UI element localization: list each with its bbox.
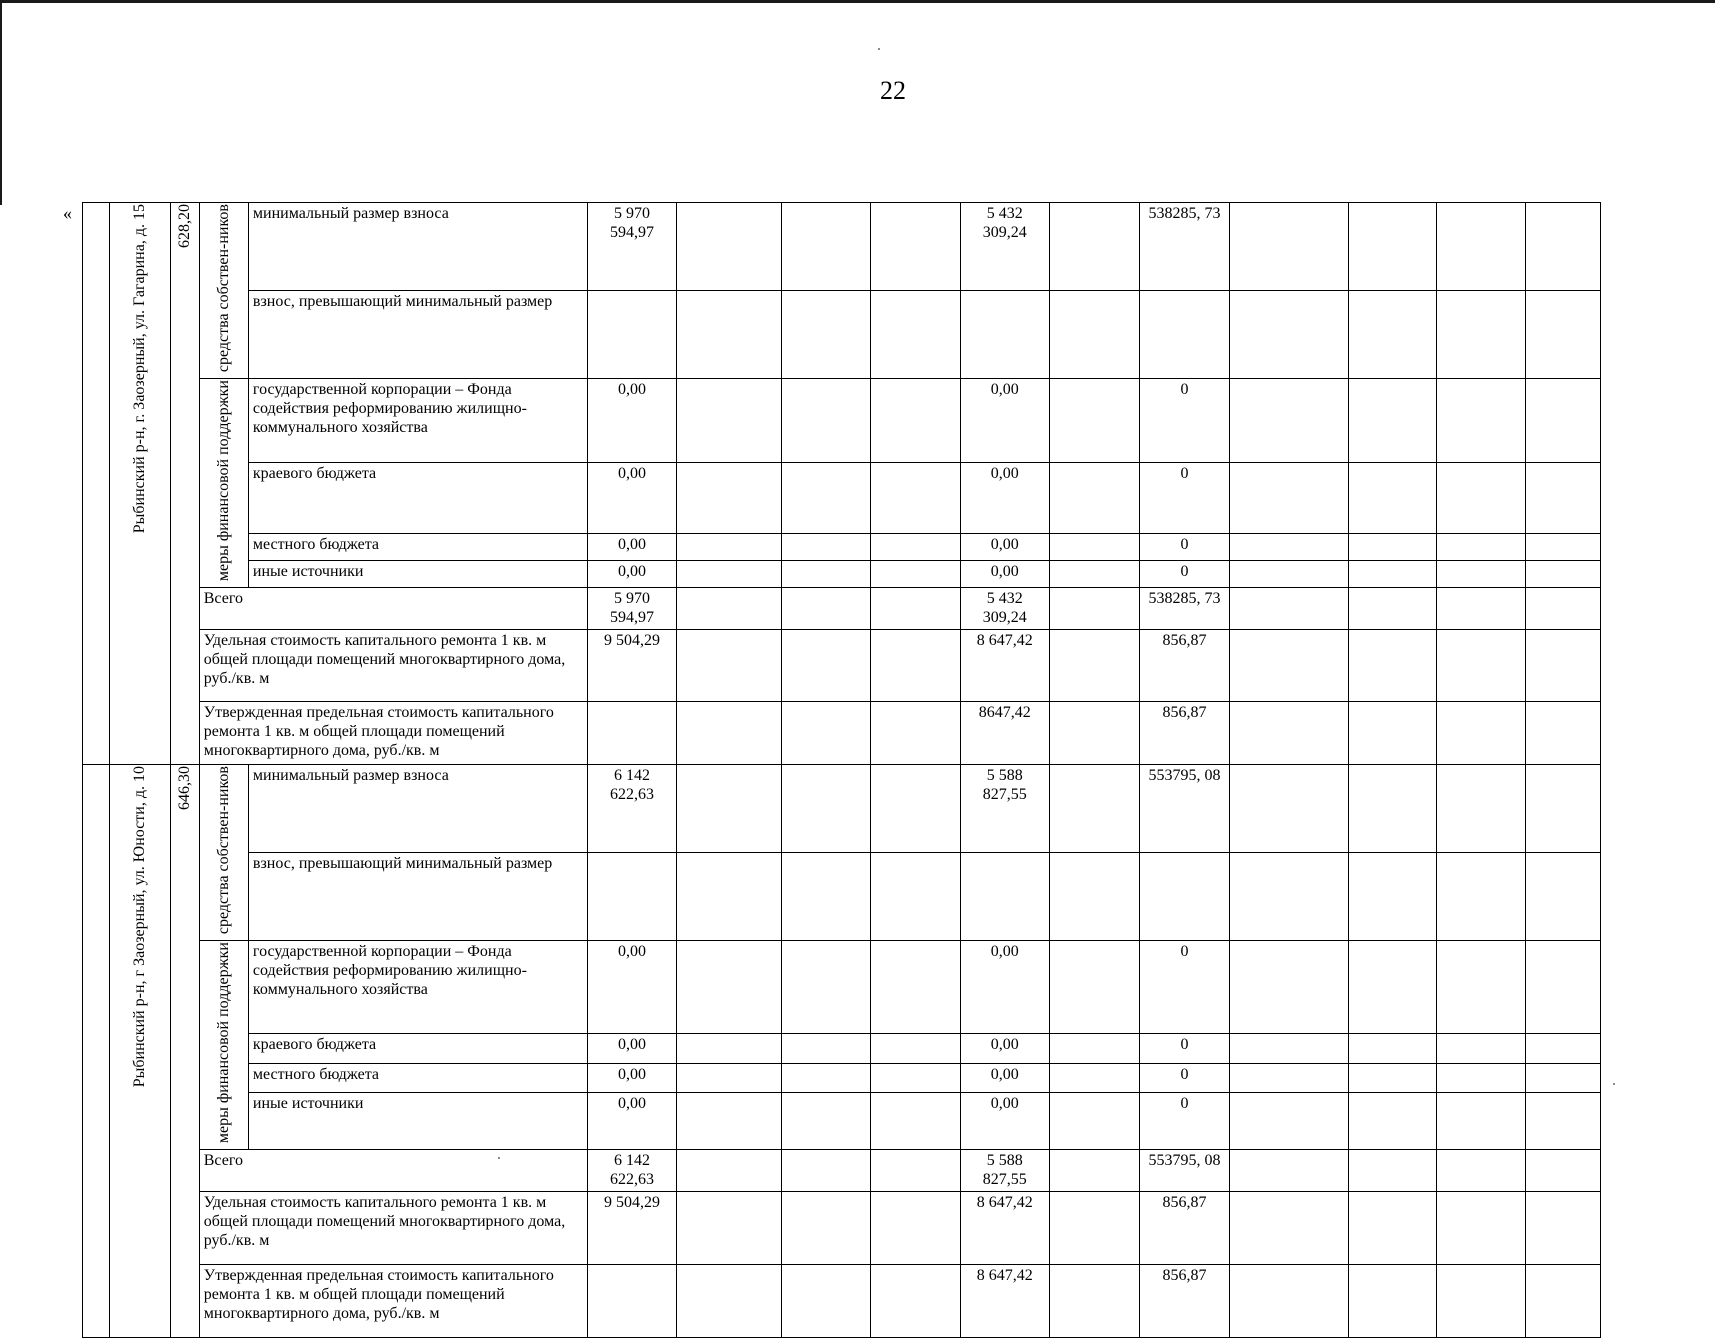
total-cost-value: 5 970 594,97 bbox=[587, 203, 676, 291]
owners-funds-value: 0,00 bbox=[960, 533, 1049, 560]
empty-cell bbox=[1049, 765, 1139, 853]
owners-funds-label-cell bbox=[199, 765, 248, 941]
empty-cell bbox=[870, 941, 960, 1033]
empty-cell bbox=[1348, 561, 1436, 588]
other-funds-value bbox=[1139, 291, 1229, 379]
row-label: местного бюджета bbox=[248, 1063, 587, 1093]
owners-funds-value: 5 588 827,55 bbox=[960, 765, 1049, 853]
owners-funds-value: 5 432 309,24 bbox=[960, 588, 1049, 630]
scan-edge-left bbox=[0, 0, 2, 205]
total-cost-value: 0,00 bbox=[587, 561, 676, 588]
empty-cell bbox=[1348, 533, 1436, 560]
row-number-cell bbox=[83, 765, 110, 1338]
owners-funds-value: 0,00 bbox=[960, 1033, 1049, 1063]
total-cost-value: 0,00 bbox=[587, 533, 676, 560]
empty-cell bbox=[1526, 291, 1601, 379]
table-row bbox=[83, 463, 1601, 534]
empty-cell bbox=[1348, 588, 1436, 630]
table-row bbox=[83, 561, 1601, 588]
other-funds-value: 0 bbox=[1139, 561, 1229, 588]
address-label: Рыбинский р-н, г Заозерный, ул. Юности, д. 10 bbox=[131, 766, 149, 1088]
table-row bbox=[83, 1265, 1601, 1338]
total-cost-value: 5 970 594,97 bbox=[587, 588, 676, 630]
owners-funds-value: 0,00 bbox=[960, 1093, 1049, 1150]
total-cost-value: 0,00 bbox=[587, 1063, 676, 1093]
table-row bbox=[83, 765, 1601, 853]
empty-cell bbox=[1526, 1033, 1601, 1063]
total-cost-value bbox=[587, 1265, 676, 1338]
owners-funds-value: 0,00 bbox=[960, 561, 1049, 588]
row-label: взнос, превышающий минимальный размер bbox=[248, 291, 587, 379]
empty-cell bbox=[1437, 203, 1526, 291]
financial-support-label: меры финансовой поддержки bbox=[215, 942, 233, 1144]
table-row bbox=[83, 1192, 1601, 1265]
other-funds-value: 0 bbox=[1139, 941, 1229, 1033]
scan-speck bbox=[878, 48, 880, 50]
empty-cell bbox=[1437, 1265, 1526, 1338]
owners-funds-value: 8647,42 bbox=[960, 702, 1049, 765]
empty-cell bbox=[1348, 853, 1436, 941]
empty-cell bbox=[677, 853, 781, 941]
row-label: Удельная стоимость капитального ремонта 1 кв. м общей площади помещений многоквартирного дома, руб./кв. м bbox=[199, 630, 587, 702]
table-row bbox=[83, 533, 1601, 560]
owners-funds-value: 0,00 bbox=[960, 1063, 1049, 1093]
owners-funds-label-cell bbox=[199, 203, 248, 379]
area-value-cell bbox=[171, 203, 200, 765]
empty-cell bbox=[677, 533, 781, 560]
empty-cell bbox=[1348, 1033, 1436, 1063]
empty-cell bbox=[1230, 203, 1349, 291]
empty-cell bbox=[1230, 561, 1349, 588]
empty-cell bbox=[1437, 588, 1526, 630]
total-cost-value: 6 142 622,63 bbox=[587, 765, 676, 853]
table-row bbox=[83, 941, 1601, 1033]
table-row bbox=[83, 1063, 1601, 1093]
total-cost-value: 0,00 bbox=[587, 379, 676, 463]
empty-cell bbox=[1437, 463, 1526, 534]
capital-repair-table bbox=[82, 202, 1601, 1338]
empty-cell bbox=[677, 1063, 781, 1093]
owners-funds-value: 8 647,42 bbox=[960, 630, 1049, 702]
empty-cell bbox=[1348, 1265, 1436, 1338]
table-row bbox=[83, 1033, 1601, 1063]
address-label-cell bbox=[109, 203, 170, 765]
empty-cell bbox=[781, 1150, 870, 1192]
empty-cell bbox=[1526, 941, 1601, 1033]
empty-cell bbox=[1230, 1150, 1349, 1192]
other-funds-value: 0 bbox=[1139, 1093, 1229, 1150]
empty-cell bbox=[1348, 1150, 1436, 1192]
empty-cell bbox=[781, 765, 870, 853]
owners-funds-value: 8 647,42 bbox=[960, 1265, 1049, 1338]
empty-cell bbox=[1526, 1093, 1601, 1150]
row-label: иные источники bbox=[248, 561, 587, 588]
financial-support-label-cell bbox=[199, 379, 248, 588]
scan-edge-top bbox=[0, 0, 1715, 3]
empty-cell bbox=[781, 853, 870, 941]
empty-cell bbox=[781, 702, 870, 765]
empty-cell bbox=[1230, 765, 1349, 853]
empty-cell bbox=[870, 561, 960, 588]
empty-cell bbox=[1049, 941, 1139, 1033]
empty-cell bbox=[1049, 463, 1139, 534]
empty-cell bbox=[1049, 561, 1139, 588]
row-label: государственной корпорации – Фонда содействия реформированию жилищно-коммунального хозяйства bbox=[248, 941, 587, 1033]
empty-cell bbox=[781, 203, 870, 291]
empty-cell bbox=[1526, 533, 1601, 560]
other-funds-value: 856,87 bbox=[1139, 1192, 1229, 1265]
other-funds-value: 0 bbox=[1139, 379, 1229, 463]
empty-cell bbox=[677, 1150, 781, 1192]
empty-cell bbox=[677, 702, 781, 765]
row-label: местного бюджета bbox=[248, 533, 587, 560]
empty-cell bbox=[1230, 630, 1349, 702]
empty-cell bbox=[1049, 853, 1139, 941]
empty-cell bbox=[1230, 1265, 1349, 1338]
empty-cell bbox=[1049, 203, 1139, 291]
empty-cell bbox=[1526, 765, 1601, 853]
empty-cell bbox=[1230, 702, 1349, 765]
financial-support-label-cell bbox=[199, 941, 248, 1150]
other-funds-value: 538285, 73 bbox=[1139, 588, 1229, 630]
empty-cell bbox=[1049, 1063, 1139, 1093]
open-quote-mark: « bbox=[63, 203, 72, 223]
empty-cell bbox=[677, 203, 781, 291]
table-row bbox=[83, 853, 1601, 941]
empty-cell bbox=[1049, 1265, 1139, 1338]
empty-cell bbox=[1526, 561, 1601, 588]
total-cost-value: 0,00 bbox=[587, 463, 676, 534]
other-funds-value: 856,87 bbox=[1139, 630, 1229, 702]
total-cost-value: 9 504,29 bbox=[587, 630, 676, 702]
owners-funds-value: 5 432 309,24 bbox=[960, 203, 1049, 291]
row-label: минимальный размер взноса bbox=[248, 203, 587, 291]
empty-cell bbox=[1437, 853, 1526, 941]
row-label: краевого бюджета bbox=[248, 463, 587, 534]
empty-cell bbox=[781, 630, 870, 702]
empty-cell bbox=[1049, 1150, 1139, 1192]
total-cost-value bbox=[587, 291, 676, 379]
empty-cell bbox=[1230, 1192, 1349, 1265]
empty-cell bbox=[781, 463, 870, 534]
empty-cell bbox=[1526, 379, 1601, 463]
row-label: Всего bbox=[199, 1150, 587, 1192]
empty-cell bbox=[1526, 588, 1601, 630]
empty-cell bbox=[1437, 1192, 1526, 1265]
row-label: иные источники bbox=[248, 1093, 587, 1150]
empty-cell bbox=[781, 533, 870, 560]
empty-cell bbox=[1348, 291, 1436, 379]
other-funds-value: 0 bbox=[1139, 533, 1229, 560]
empty-cell bbox=[1348, 941, 1436, 1033]
empty-cell bbox=[1230, 588, 1349, 630]
other-funds-value: 856,87 bbox=[1139, 702, 1229, 765]
empty-cell bbox=[1348, 1192, 1436, 1265]
empty-cell bbox=[870, 630, 960, 702]
row-label: взнос, превышающий минимальный размер bbox=[248, 853, 587, 941]
empty-cell bbox=[870, 1150, 960, 1192]
empty-cell bbox=[1437, 291, 1526, 379]
financial-support-label: меры финансовой поддержки bbox=[215, 380, 233, 582]
empty-cell bbox=[870, 765, 960, 853]
empty-cell bbox=[1348, 765, 1436, 853]
empty-cell bbox=[870, 1192, 960, 1265]
empty-cell bbox=[1526, 853, 1601, 941]
empty-cell bbox=[1049, 1192, 1139, 1265]
table-row bbox=[83, 588, 1601, 630]
row-label: Всего bbox=[199, 588, 587, 630]
empty-cell bbox=[1437, 1150, 1526, 1192]
empty-cell bbox=[781, 379, 870, 463]
owners-funds-value: 0,00 bbox=[960, 463, 1049, 534]
empty-cell bbox=[1526, 1192, 1601, 1265]
empty-cell bbox=[781, 561, 870, 588]
row-label: Удельная стоимость капитального ремонта 1 кв. м общей площади помещений многоквартирного дома, руб./кв. м bbox=[199, 1192, 587, 1265]
empty-cell bbox=[1437, 941, 1526, 1033]
other-funds-value: 538285, 73 bbox=[1139, 203, 1229, 291]
empty-cell bbox=[870, 291, 960, 379]
empty-cell bbox=[1049, 1033, 1139, 1063]
table-row bbox=[83, 702, 1601, 765]
other-funds-value: 553795, 08 bbox=[1139, 1150, 1229, 1192]
owners-funds-value: 5 588 827,55 bbox=[960, 1150, 1049, 1192]
owners-funds-label: средства собствен-ников bbox=[215, 204, 233, 373]
empty-cell bbox=[870, 853, 960, 941]
empty-cell bbox=[1230, 291, 1349, 379]
empty-cell bbox=[781, 1093, 870, 1150]
empty-cell bbox=[1348, 630, 1436, 702]
empty-cell bbox=[870, 1033, 960, 1063]
table-row bbox=[83, 1093, 1601, 1150]
page-number: 22 bbox=[880, 76, 906, 105]
total-cost-value: 6 142 622,63 bbox=[587, 1150, 676, 1192]
empty-cell bbox=[1230, 533, 1349, 560]
empty-cell bbox=[1437, 630, 1526, 702]
empty-cell bbox=[781, 291, 870, 379]
empty-cell bbox=[870, 463, 960, 534]
empty-cell bbox=[1526, 1150, 1601, 1192]
total-cost-value: 0,00 bbox=[587, 941, 676, 1033]
empty-cell bbox=[1230, 941, 1349, 1033]
other-funds-value: 856,87 bbox=[1139, 1265, 1229, 1338]
empty-cell bbox=[1348, 702, 1436, 765]
empty-cell bbox=[677, 1033, 781, 1063]
empty-cell bbox=[677, 941, 781, 1033]
table-row bbox=[83, 630, 1601, 702]
empty-cell bbox=[677, 588, 781, 630]
empty-cell bbox=[1437, 765, 1526, 853]
empty-cell bbox=[870, 1093, 960, 1150]
area-value: 628,20 bbox=[176, 204, 194, 248]
empty-cell bbox=[1049, 702, 1139, 765]
empty-cell bbox=[1348, 203, 1436, 291]
empty-cell bbox=[870, 1265, 960, 1338]
empty-cell bbox=[1348, 463, 1436, 534]
row-number-cell bbox=[83, 203, 110, 765]
empty-cell bbox=[1230, 1063, 1349, 1093]
owners-funds-value bbox=[960, 853, 1049, 941]
empty-cell bbox=[781, 941, 870, 1033]
other-funds-value: 553795, 08 bbox=[1139, 765, 1229, 853]
other-funds-value: 0 bbox=[1139, 463, 1229, 534]
other-funds-value: 0 bbox=[1139, 1063, 1229, 1093]
empty-cell bbox=[781, 1192, 870, 1265]
empty-cell bbox=[1348, 379, 1436, 463]
table-body bbox=[83, 203, 1601, 1338]
row-label: Утвержденная предельная стоимость капитального ремонта 1 кв. м общей площади помещений многоквартирного дома, руб./кв. м bbox=[199, 1265, 587, 1338]
empty-cell bbox=[1437, 702, 1526, 765]
empty-cell bbox=[1437, 561, 1526, 588]
table-row bbox=[83, 291, 1601, 379]
empty-cell bbox=[1049, 630, 1139, 702]
empty-cell bbox=[870, 533, 960, 560]
empty-cell bbox=[677, 1192, 781, 1265]
empty-cell bbox=[1437, 379, 1526, 463]
empty-cell bbox=[870, 1063, 960, 1093]
owners-funds-value: 0,00 bbox=[960, 941, 1049, 1033]
empty-cell bbox=[870, 203, 960, 291]
empty-cell bbox=[1230, 1033, 1349, 1063]
total-cost-value: 0,00 bbox=[587, 1033, 676, 1063]
empty-cell bbox=[677, 291, 781, 379]
empty-cell bbox=[870, 702, 960, 765]
other-funds-value: 0 bbox=[1139, 1033, 1229, 1063]
empty-cell bbox=[781, 1265, 870, 1338]
empty-cell bbox=[1348, 1093, 1436, 1150]
empty-cell bbox=[677, 630, 781, 702]
empty-cell bbox=[870, 379, 960, 463]
row-label: краевого бюджета bbox=[248, 1033, 587, 1063]
row-label: государственной корпорации – Фонда содействия реформированию жилищно-коммунального хозяйства bbox=[248, 379, 587, 463]
empty-cell bbox=[1230, 1093, 1349, 1150]
empty-cell bbox=[1230, 379, 1349, 463]
empty-cell bbox=[781, 1033, 870, 1063]
empty-cell bbox=[1049, 533, 1139, 560]
empty-cell bbox=[1437, 533, 1526, 560]
empty-cell bbox=[1526, 630, 1601, 702]
empty-cell bbox=[870, 588, 960, 630]
empty-cell bbox=[1437, 1033, 1526, 1063]
empty-cell bbox=[781, 1063, 870, 1093]
area-value-cell bbox=[171, 765, 200, 1338]
other-funds-value bbox=[1139, 853, 1229, 941]
empty-cell bbox=[1049, 1093, 1139, 1150]
row-label: минимальный размер взноса bbox=[248, 765, 587, 853]
area-value: 646,30 bbox=[176, 766, 194, 811]
address-label: Рыбинский р-н, г. Заозерный, ул. Гагарина, д. 15 bbox=[131, 204, 149, 534]
empty-cell bbox=[1526, 702, 1601, 765]
owners-funds-value: 8 647,42 bbox=[960, 1192, 1049, 1265]
empty-cell bbox=[677, 379, 781, 463]
empty-cell bbox=[1230, 853, 1349, 941]
owners-funds-label: средства собствен-ников bbox=[215, 766, 233, 935]
empty-cell bbox=[677, 1265, 781, 1338]
empty-cell bbox=[677, 765, 781, 853]
empty-cell bbox=[1526, 203, 1601, 291]
empty-cell bbox=[1437, 1093, 1526, 1150]
empty-cell bbox=[1526, 463, 1601, 534]
total-cost-value bbox=[587, 702, 676, 765]
empty-cell bbox=[677, 561, 781, 588]
empty-cell bbox=[1526, 1265, 1601, 1338]
empty-cell bbox=[1049, 588, 1139, 630]
total-cost-value: 9 504,29 bbox=[587, 1192, 676, 1265]
table-row bbox=[83, 203, 1601, 291]
table-row bbox=[83, 1150, 1601, 1192]
owners-funds-value bbox=[960, 291, 1049, 379]
total-cost-value bbox=[587, 853, 676, 941]
row-label: Утвержденная предельная стоимость капитального ремонта 1 кв. м общей площади помещений многоквартирного дома, руб./кв. м bbox=[199, 702, 587, 765]
empty-cell bbox=[1049, 291, 1139, 379]
empty-cell bbox=[1049, 379, 1139, 463]
empty-cell bbox=[1526, 1063, 1601, 1093]
empty-cell bbox=[677, 463, 781, 534]
address-label-cell bbox=[109, 765, 170, 1338]
empty-cell bbox=[1348, 1063, 1436, 1093]
empty-cell bbox=[781, 588, 870, 630]
total-cost-value: 0,00 bbox=[587, 1093, 676, 1150]
empty-cell bbox=[677, 1093, 781, 1150]
scan-speck bbox=[1613, 1083, 1615, 1085]
table-row bbox=[83, 379, 1601, 463]
empty-cell bbox=[1437, 1063, 1526, 1093]
owners-funds-value: 0,00 bbox=[960, 379, 1049, 463]
empty-cell bbox=[1230, 463, 1349, 534]
